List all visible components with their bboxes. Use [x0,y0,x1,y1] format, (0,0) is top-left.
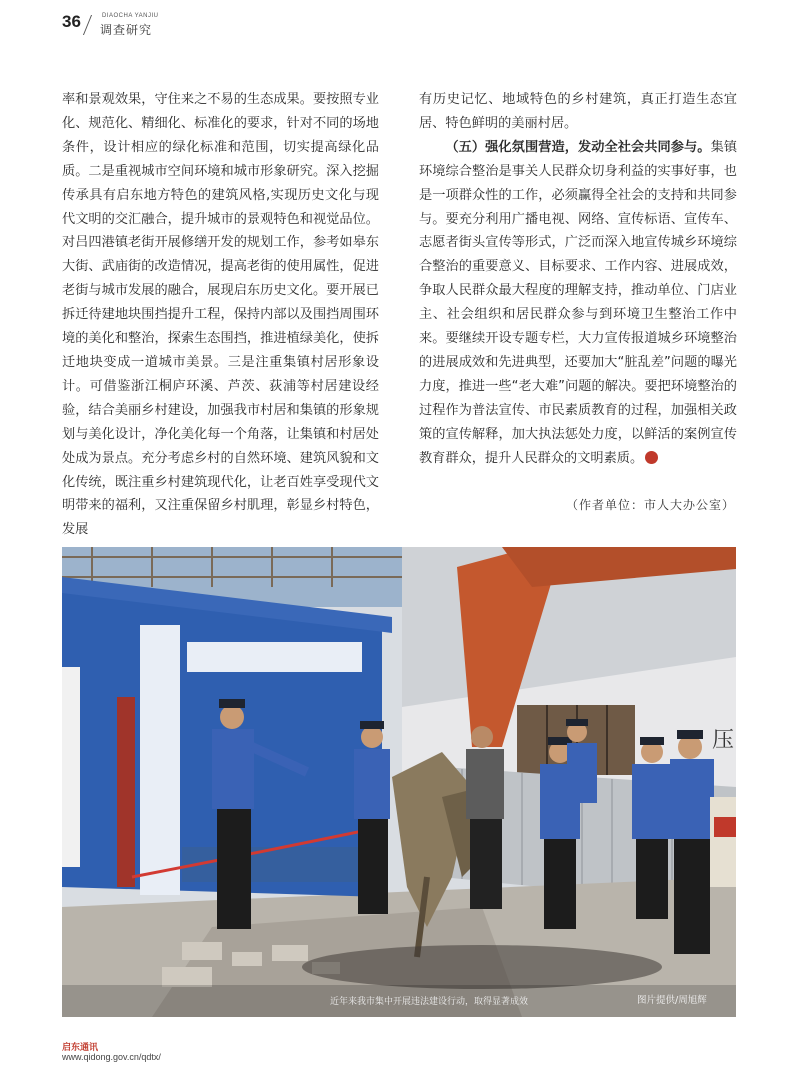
page-number: 36 [62,12,81,31]
page-header [62,12,242,42]
right-text-column [419,88,737,471]
right-paragraph-five [419,136,737,471]
section-five-heading: （五）强化氛围营造，发动全社会共同参与。 [445,139,711,155]
footer-brand: 启东通讯 [62,1043,99,1053]
right-paragraph-continued: 有历史记忆、地域特色的乡村建筑，真正打造生态宜居、特色鲜明的美丽村居。 [419,92,737,131]
enforcement-photo [62,547,736,1017]
left-paragraph: 率和景观效果，守住来之不易的生态成果。要按照专业化、规范化、精细化、标准化的要求，针对不同的场地条件，设计相应的绿化标准和范围，切实提高绿化品质。二是重视城市空间环境和城市形象研究。深入挖掘传承具有启东地方特色的建筑风格,实现历史文化与现代文明的交汇融合，提升城市的景观特色和视觉品位。对吕四港镇老街开展修缮开发的规划工作，参考如皋东大街、武庙街的改造情况，提高老街的使用属性，促进老街与城市发展的融合，展现启东历史文化。要开展已拆迁待建地块围挡提升工程，保持内部以及围挡周围环境的美化和整治，探索生态围挡，推进植绿美化，使拆迁地块变成一道城市美景。三是注重集镇村居形象设计。可借鉴浙江桐庐环溪、芦茨、荻浦等村居建设经验，结合美丽乡村建设，加强我市村居和集镇的形象规划与美化设计，净化美化每一个角落，让集镇和村居处处成为景点。充分考虑乡村的自然环境、建筑风貌和文化传统，既注重乡村建筑现代化，让老百姓享受现代文明带来的福利，又注重保留乡村肌理，彰显乡村特色，发展 [62,92,379,538]
section-five-body: 集镇环境综合整治是事关人民群众切身利益的实事好事，也是一项群众性的工作，必须赢得全社会的支持和共同参与。要充分利用广播电视、网络、宣传标语、宣传车、志愿者街头宣传等形式，广泛而深入地宣传城乡环境综合整治的重要意义、目标要求、工作内容、进展成效，争取人民群众最大程度的理解支持，推动单位、门店业主、社会组织和居民群众参与到环境卫生整治工作中来。要继续开设专题专栏，大力宣传报道城乡环境整治的进展成效和先进典型，还要加大“脏乱差”问题的曝光力度，推进一些“老大难”问题的解决。要把环境整治的过程作为普法宣传、市民素质教育的过程，加强相关政策的宣传解释，加大执法惩处力度，以鲜活的案例宣传教育群众，提升人民群众的文明素质。 [419,139,738,466]
journal-name-cn: 调查研究 [100,23,153,37]
author-affiliation: （作者单位：市人大办公室） [565,498,735,512]
svg-text:压: 压 [712,728,735,753]
photo-caption: 近年来我市集中开展违法建设行动，取得显著成效 [330,997,529,1007]
footer-url: www.qidong.gov.cn/qdtx/ [62,1052,161,1062]
photo-credit: 图片提供/周旭辉 [637,995,707,1006]
journal-name-en: DIAOCHA YANJIU [102,13,159,19]
article-end-icon: ❀ [645,451,658,464]
left-text-column [62,88,379,542]
photo-illustration [62,547,736,1017]
